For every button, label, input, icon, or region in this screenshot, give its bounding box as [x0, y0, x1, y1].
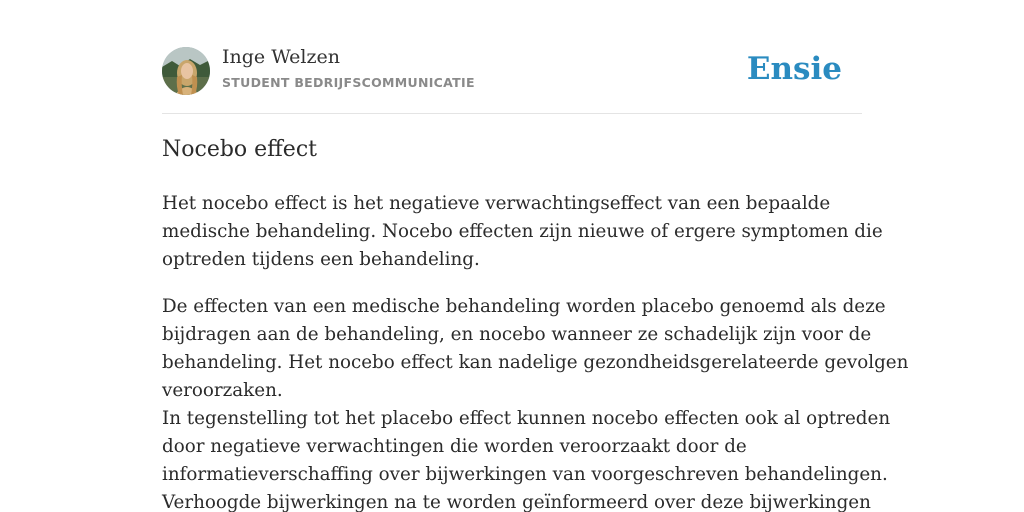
article-body: [162, 190, 909, 512]
paragraph-line: De effecten van een medische behandeling worden placebo genoemd als deze: [162, 296, 886, 317]
author-role: STUDENT BEDRIJFSCOMMUNICATIE: [222, 75, 475, 90]
article-paragraph: [162, 293, 909, 512]
ensie-logo[interactable]: Ensie: [746, 51, 842, 87]
article-title: Nocebo effect: [162, 137, 317, 162]
paragraph-line: In tegenstelling tot het placebo effect kunnen nocebo effecten ook al optreden: [162, 408, 891, 429]
paragraph-line: veroorzaken.: [162, 380, 283, 401]
author-photo: [162, 47, 210, 95]
paragraph-line: door negatieve verwachtingen die worden veroorzaakt door de: [162, 436, 747, 457]
paragraph-line: behandeling. Het nocebo effect kan nadelige gezondheidsgerelateerde gevolgen: [162, 352, 909, 373]
article-header: [162, 46, 862, 96]
paragraph-line: medische behandeling. Nocebo effecten zijn nieuwe of ergere symptomen die: [162, 221, 883, 242]
paragraph-line: Verhoogde bijwerkingen na te worden geïnformeerd over deze bijwerkingen: [162, 492, 871, 512]
author-avatar[interactable]: [162, 47, 210, 95]
header-divider: [162, 113, 862, 114]
author-name[interactable]: Inge Welzen: [222, 46, 340, 68]
paragraph-line: informatieverschaffing over bijwerkingen van voorgeschreven behandelingen.: [162, 464, 888, 485]
paragraph-line: bijdragen aan de behandeling, en nocebo wanneer ze schadelijk zijn voor de: [162, 324, 872, 345]
article-paragraph: [162, 190, 883, 274]
paragraph-line: optreden tijdens een behandeling.: [162, 249, 480, 270]
paragraph-line: Het nocebo effect is het negatieve verwachtingseffect van een bepaalde: [162, 193, 831, 214]
